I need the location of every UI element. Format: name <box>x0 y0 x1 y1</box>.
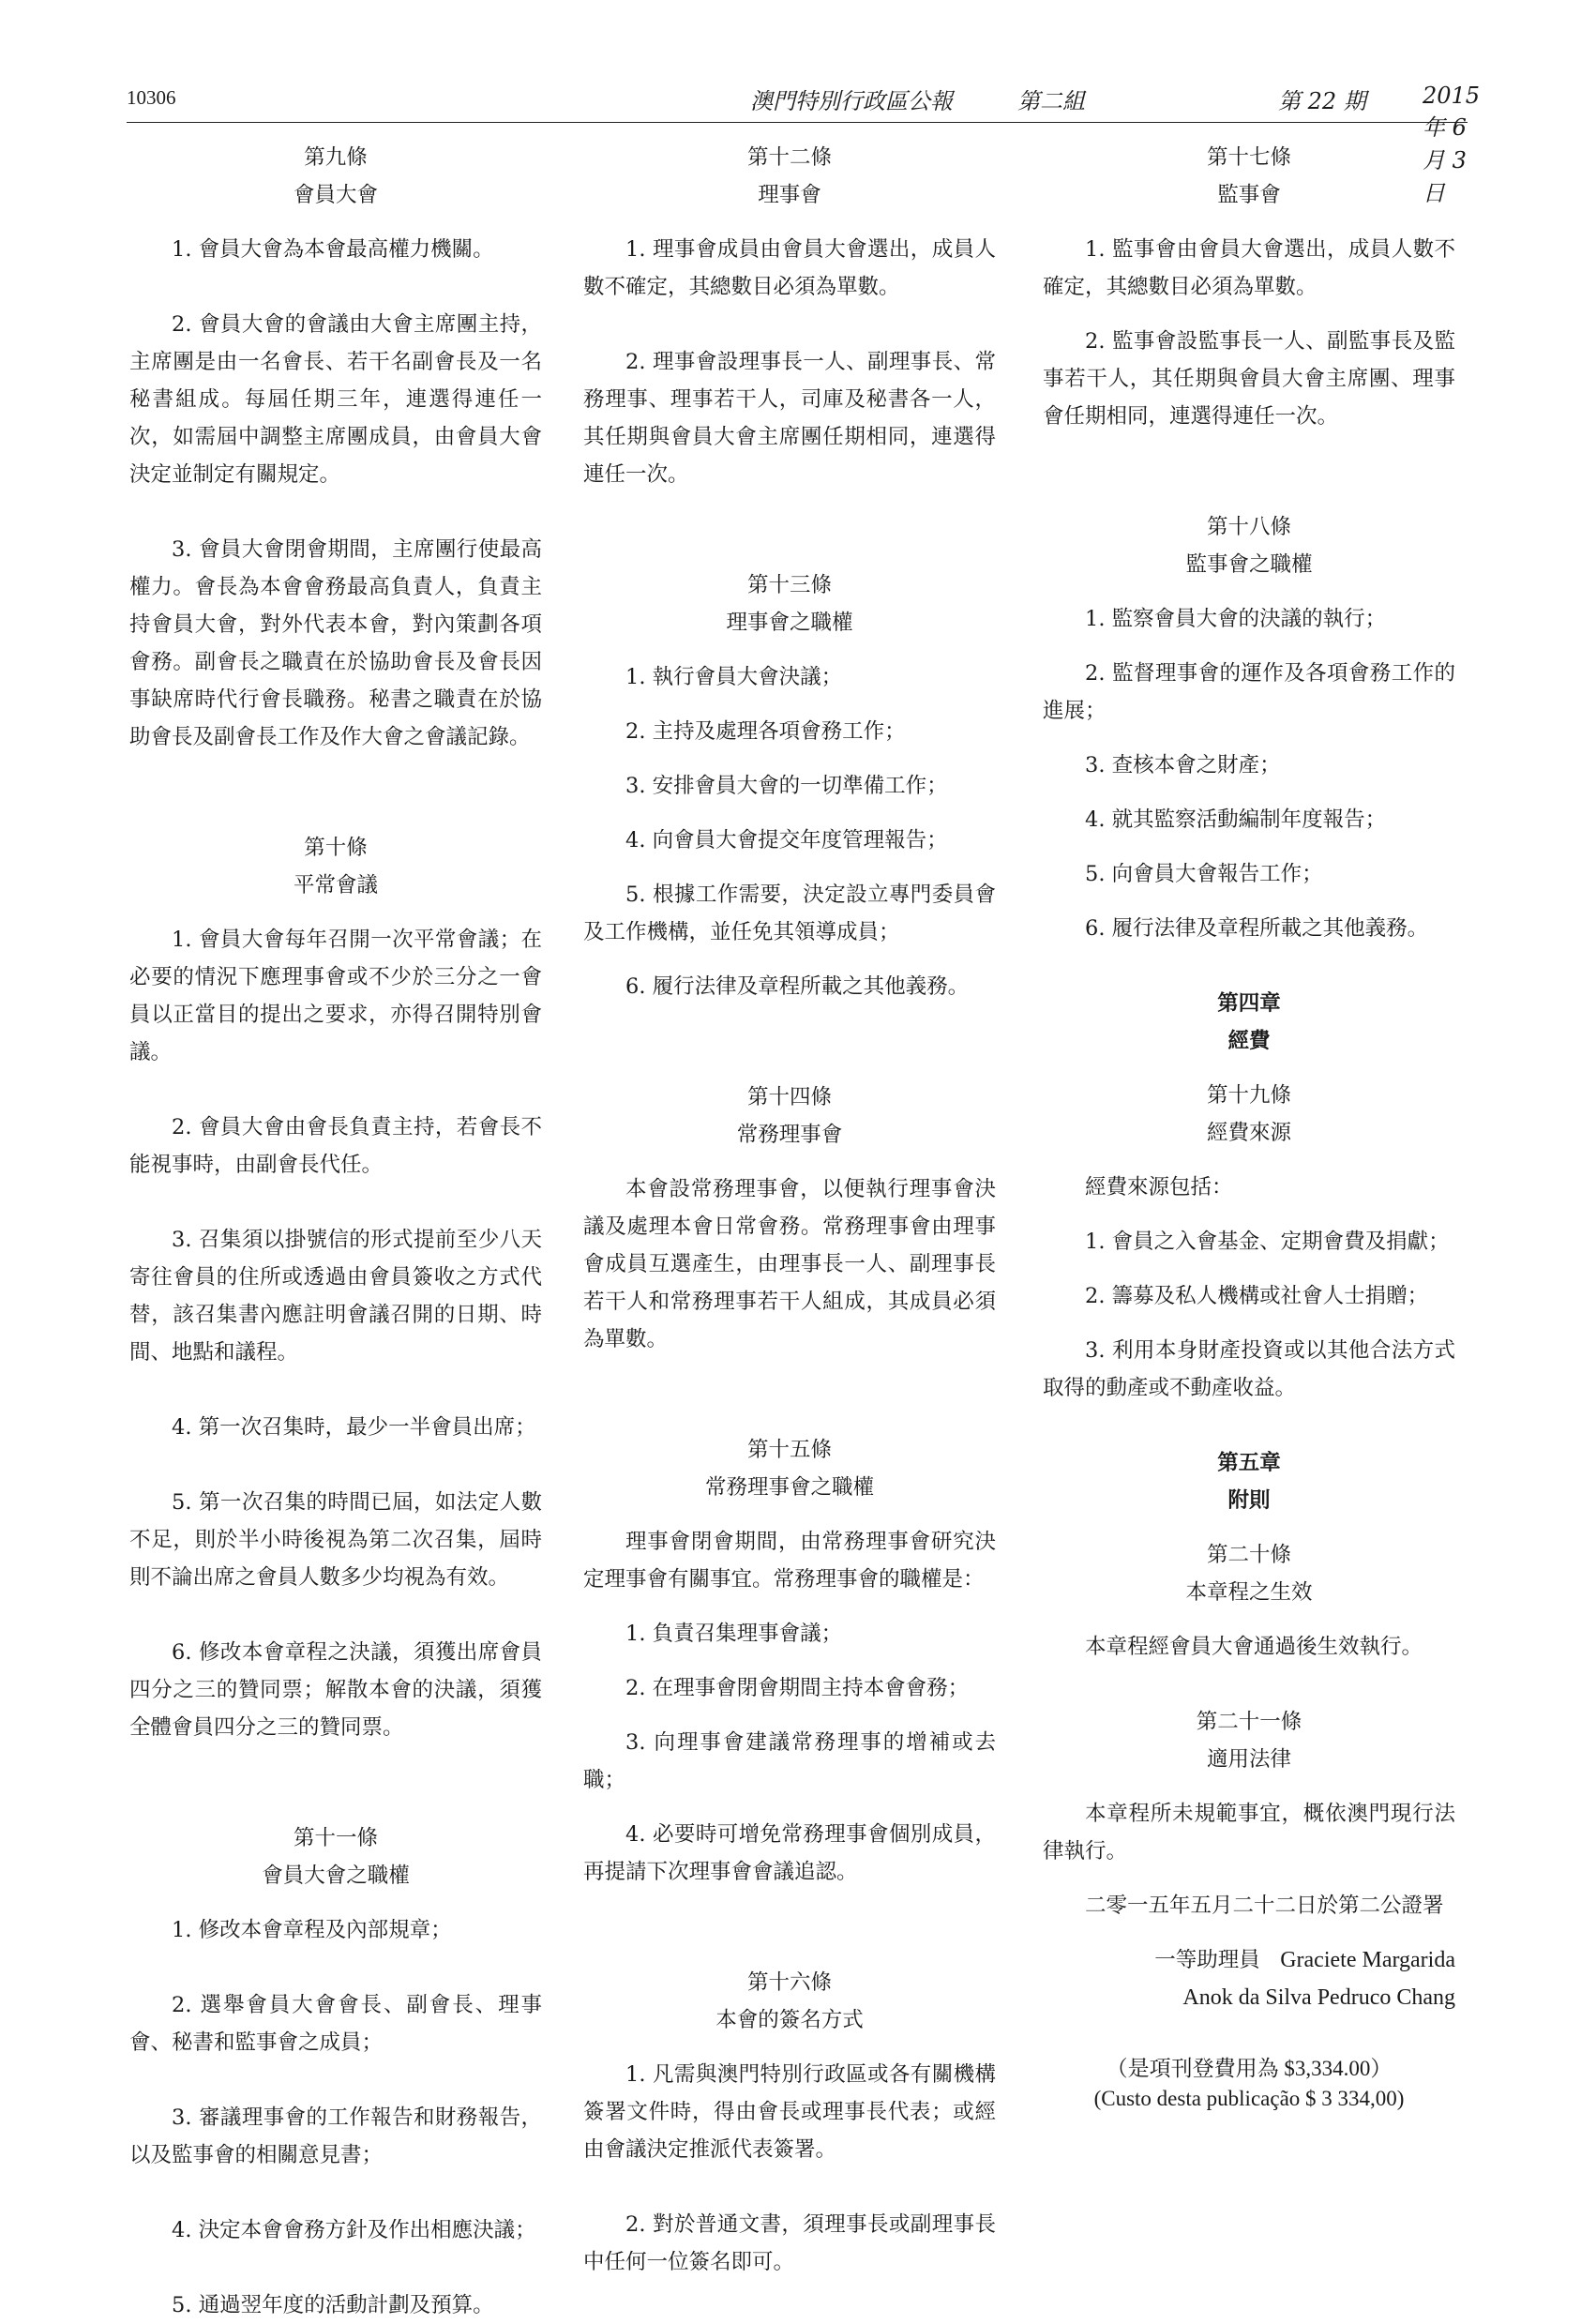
article-number: 第十條 <box>304 836 368 860</box>
publication-title: 澳門特別行政區公報 <box>750 88 953 114</box>
article-title: 常務理事會 <box>736 1123 843 1147</box>
publication-cost-pt: (Custo desta publicação $ 3 334,00) <box>1093 2087 1405 2110</box>
issue-number: 第 22 期 <box>1278 88 1366 114</box>
chapter-number: 第四章 <box>1217 991 1281 1016</box>
article-paragraph: 2. 主持及處理各項會務工作； <box>625 719 906 744</box>
article-paragraph: 1. 會員大會每年召開一次平常會議；在必要的情況下應理事會或不少於三分之一會員以正當目的提出之要求，亦得召開特別會議。 <box>129 928 542 1064</box>
article-paragraph: 本章程經會員大會通過後生效執行。 <box>1085 1635 1423 1659</box>
article-number: 第二十一條 <box>1196 1710 1302 1734</box>
article-title: 監事會之職權 <box>1185 552 1313 577</box>
article-paragraph: 1. 監察會員大會的決議的執行； <box>1085 607 1387 631</box>
column-right <box>1043 139 1455 2114</box>
article-paragraph: 4. 向會員大會提交年度管理報告； <box>625 828 948 853</box>
article-paragraph: 3. 向理事會建議常務理事的增補或去職； <box>583 1730 996 1792</box>
article-paragraph: 6. 修改本會章程之決議，須獲出席會員四分之三的贊同票；解散本會的決議，須獲全體會員四分之三的贊同票。 <box>129 1640 542 1740</box>
article-number: 第十五條 <box>746 1438 832 1462</box>
article-number: 第十四條 <box>746 1085 832 1109</box>
article-paragraph: 5. 向會員大會報告工作； <box>1085 862 1323 886</box>
article-paragraph: 4. 第一次召集時，最少一半會員出席； <box>172 1415 536 1440</box>
article-paragraph: 6. 履行法律及章程所載之其他義務。 <box>1085 916 1429 941</box>
article-paragraph: 本會設常務理事會，以便執行理事會決議及處理本會日常會務。常務理事會由理事會成員互選產生，由理事長一人、副理事長若干人和常務理事若干人組成，其成員必須為單數。 <box>583 1177 996 1351</box>
signature-role: 一等助理員 <box>1154 1948 1260 1972</box>
article-paragraph: 1. 會員大會為本會最高權力機關。 <box>172 237 494 262</box>
article-title: 監事會 <box>1217 183 1281 207</box>
article-number: 第十八條 <box>1206 515 1291 539</box>
article-paragraph: 4. 必要時可增免常務理事會個別成員，再提請下次理事會會議追認。 <box>583 1822 996 1884</box>
article-paragraph: 2. 會員大會的會議由大會主席團主持，主席團是由一名會長、若干名副會長及一名秘書組成。每屆任期三年，連選得連任一次，如需屆中調整主席團成員，由會員大會決定並制定有關規定。 <box>129 312 542 487</box>
article-title: 常務理事會之職權 <box>704 1475 874 1500</box>
article-paragraph: 2. 選舉會員大會會長、副會長、理事會、秘書和監事會之成員； <box>129 1993 542 2055</box>
article-paragraph: 1. 監事會由會員大會選出，成員人數不確定，其總數目必須為單數。 <box>1043 237 1455 299</box>
article-paragraph: 6. 履行法律及章程所載之其他義務。 <box>625 974 970 999</box>
signature-name-2: Anok da Silva Pedruco Chang <box>1182 1985 1455 2010</box>
article-paragraph: 3. 會員大會閉會期間，主席團行使最高權力。會長為本會會務最高負責人，負責主持會員大會，對外代表本會，對內策劃各項會務。副會長之職責在於協助會長及會長因事缺席時代行會長職務。秘書之職責在於協助會長及副會長工作及作大會之會議記錄。 <box>129 537 542 749</box>
article-number: 第十二條 <box>746 145 832 170</box>
chapter-number: 第五章 <box>1217 1451 1281 1475</box>
article-paragraph: 1. 凡需與澳門特別行政區或各有關機構簽署文件時，得由會長或理事長代表；或經由會議決定推派代表簽署。 <box>583 2062 996 2162</box>
issue-date: 2015 年 6月 3 日 <box>1423 83 1481 206</box>
article-paragraph: 2. 監事會設監事長一人、副監事長及監事若干人，其任期與會員大會主席團、理事會任期相同，連選得連任一次。 <box>1043 329 1455 429</box>
notary-statement: 二零一五年五月二十二日於第二公證署 <box>1085 1894 1444 1918</box>
publication-cost-zh: （是項刊登費用為 $3,334.00） <box>1106 2057 1393 2080</box>
article-number: 第十六條 <box>746 1970 832 1995</box>
article-paragraph: 1. 會員之入會基金、定期會費及捐獻； <box>1085 1230 1450 1254</box>
article-paragraph: 5. 通過翌年度的活動計劃及預算。 <box>172 2293 494 2317</box>
article-paragraph: 1. 執行會員大會決議； <box>625 665 843 689</box>
article-title: 適用法律 <box>1206 1747 1291 1772</box>
article-title: 理事會之職權 <box>726 611 853 635</box>
article-title: 會員大會之職權 <box>262 1864 410 1888</box>
article-paragraph: 4. 決定本會會務方針及作出相應決議； <box>172 2218 536 2242</box>
signature-line-1 <box>1043 1941 1455 1979</box>
article-paragraph: 3. 利用本身財產投資或以其他合法方式取得的動產或不動產收益。 <box>1043 1338 1455 1400</box>
article-paragraph: 5. 第一次召集的時間已屆，如法定人數不足，則於半小時後視為第二次召集，屆時則不論出席之會員人數多少均視為有效。 <box>129 1490 542 1590</box>
article-paragraph: 5. 根據工作需要，決定設立專門委員會及工作機構，並任免其領導成員； <box>583 883 996 944</box>
article-paragraph: 2. 會員大會由會長負責主持，若會長不能視事時，由副會長代任。 <box>129 1115 542 1177</box>
article-number: 第九條 <box>304 145 368 170</box>
article-paragraph: 2. 對於普通文書，須理事長或副理事長中任何一位簽名即可。 <box>583 2212 996 2274</box>
signature-name-1: Graciete Margarida <box>1280 1948 1455 1972</box>
publication-group: 第二組 <box>1017 88 1085 114</box>
article-paragraph: 1. 負責召集理事會議； <box>625 1622 843 1646</box>
article-paragraph: 2. 理事會設理事長一人、副理事長、常務理事、理事若干人，司庫及秘書各一人，其任期與會員大會主席團任期相同，連選得連任一次。 <box>583 350 996 487</box>
article-paragraph: 理事會閉會期間，由常務理事會研究決定理事會有關事宜。常務理事會的職權是： <box>583 1530 996 1592</box>
article-paragraph: 3. 查核本會之財產； <box>1085 753 1281 777</box>
article-paragraph: 4. 就其監察活動編制年度報告； <box>1085 807 1387 832</box>
article-title: 理事會 <box>758 183 821 207</box>
article-paragraph: 1. 修改本會章程及內部規章； <box>172 1918 452 1942</box>
article-paragraph: 2. 籌募及私人機構或社會人士捐贈； <box>1085 1284 1429 1308</box>
chapter-title: 經費 <box>1227 1029 1271 1053</box>
article-paragraph: 3. 審議理事會的工作報告和財務報告，以及監事會的相關意見書； <box>129 2105 542 2167</box>
article-title: 會員大會 <box>293 183 378 207</box>
article-number: 第十九條 <box>1206 1083 1291 1108</box>
article-number: 第十一條 <box>293 1826 378 1850</box>
article-paragraph: 2. 監督理事會的運作及各項會務工作的進展； <box>1043 661 1455 723</box>
article-number: 第十七條 <box>1206 145 1291 170</box>
article-paragraph: 3. 召集須以掛號信的形式提前至少八天寄往會員的住所或透過由會員簽收之方式代替，該召集書內應註明會議召開的日期、時間、地點和議程。 <box>129 1228 542 1365</box>
column-middle <box>583 139 996 2281</box>
article-title: 經費來源 <box>1206 1121 1291 1145</box>
page-number: 10306 <box>127 86 176 109</box>
article-paragraph: 2. 在理事會閉會期間主持本會會務； <box>625 1676 970 1700</box>
article-title: 本會的簽名方式 <box>715 2008 864 2032</box>
article-number: 第十三條 <box>746 573 832 597</box>
article-paragraph: 本章程所未規範事宜，概依澳門現行法律執行。 <box>1043 1802 1455 1864</box>
article-number: 第二十條 <box>1206 1543 1291 1567</box>
chapter-title: 附則 <box>1227 1488 1271 1513</box>
article-paragraph: 3. 安排會員大會的一切準備工作； <box>625 774 948 798</box>
signature-line-2 <box>1043 1979 1455 2016</box>
column-left <box>129 139 542 2324</box>
article-title: 本章程之生效 <box>1185 1580 1313 1605</box>
article-paragraph: 經費來源包括： <box>1085 1175 1233 1200</box>
article-title: 平常會議 <box>293 873 378 898</box>
article-paragraph: 1. 理事會成員由會員大會選出，成員人數不確定，其總數目必須為單數。 <box>583 237 996 299</box>
